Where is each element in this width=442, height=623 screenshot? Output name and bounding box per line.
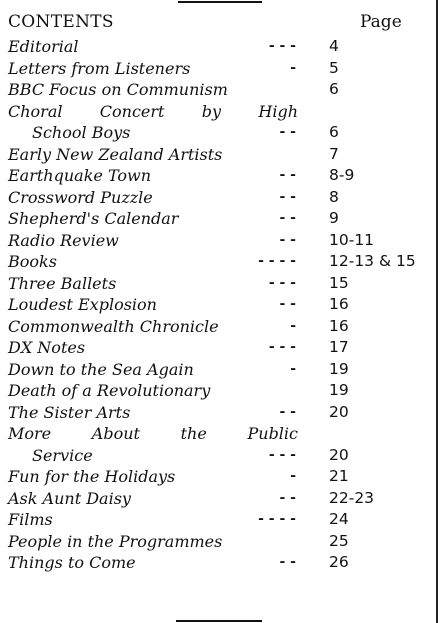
entry-leader: - - [279, 167, 296, 183]
entry-page: 17 [329, 338, 349, 356]
entry-leader: - - [279, 210, 296, 226]
entry-leader: - - - [268, 274, 296, 291]
entry-title: Early New Zealand Artists [8, 144, 223, 164]
contents-entry[interactable] [8, 230, 436, 252]
entry-leader: - [290, 468, 296, 484]
entry-leader: - - - [268, 38, 296, 54]
contents-entry[interactable] [8, 101, 436, 144]
entry-title: BBC Focus on Communism [8, 80, 228, 99]
contents-entry[interactable] [8, 273, 436, 295]
contents-entry[interactable] [8, 36, 436, 58]
contents-entry[interactable] [8, 316, 436, 338]
entry-leader [222, 531, 298, 553]
entry-page: 19 [329, 381, 349, 399]
entry-page: 21 [329, 467, 349, 485]
entry-title-line1: More About the Public [8, 424, 298, 443]
entry-page: 25 [329, 531, 349, 550]
contents-entry[interactable] [8, 488, 436, 510]
column-border [436, 0, 438, 623]
entry-title: Loudest Explosion [8, 295, 157, 314]
entry-leader [210, 380, 298, 402]
entry-title: Shepherd's Calendar [8, 209, 179, 228]
entry-page: 4 [329, 37, 339, 55]
entry-leader [228, 79, 298, 101]
entry-title: Radio Review [8, 230, 119, 250]
contents-entry[interactable] [8, 552, 436, 574]
entry-leader: - - [279, 489, 296, 506]
entry-page: 12-13 & 15 [329, 252, 416, 270]
entry-leader: - - [279, 296, 296, 312]
entry-title-line2: Service [32, 445, 93, 465]
entry-title: Three Ballets [8, 273, 117, 293]
contents-entry[interactable] [8, 58, 436, 80]
entry-leader: - [290, 360, 296, 377]
entry-page: 16 [329, 295, 349, 313]
entry-title: Books [8, 252, 57, 271]
entry-leader: - - [279, 188, 296, 205]
entry-page: 26 [329, 553, 349, 571]
entry-leader: - - - - [258, 253, 296, 269]
contents-entry[interactable] [8, 402, 436, 424]
entry-title: Things to Come [8, 553, 136, 572]
contents-entry[interactable] [8, 380, 436, 402]
entry-page: 6 [329, 80, 339, 98]
entry-page: 20 [329, 445, 349, 464]
contents-entry[interactable] [8, 423, 436, 466]
entry-page: 16 [329, 316, 349, 335]
entry-title: Films [8, 510, 53, 529]
entry-page: 8-9 [329, 166, 355, 184]
entry-title-line2: School Boys [32, 123, 131, 142]
entry-title: The Sister Arts [8, 402, 131, 422]
contents-entry[interactable] [8, 144, 436, 166]
page-column-heading: Page [360, 12, 402, 32]
contents-entry[interactable] [8, 208, 436, 230]
entry-page: 8 [329, 187, 339, 206]
entry-page: 7 [329, 144, 339, 163]
entry-leader: - - [279, 403, 296, 420]
entry-title: Fun for the Holidays [8, 467, 176, 486]
entry-page: 10-11 [329, 230, 375, 249]
contents-entry[interactable] [8, 466, 436, 488]
entry-title-line1: Choral Concert by High [8, 101, 298, 121]
contents-entry[interactable] [8, 337, 436, 359]
entry-leader: - [290, 317, 296, 334]
contents-entry[interactable] [8, 294, 436, 316]
contents-entry[interactable] [8, 509, 436, 531]
contents-list [8, 36, 436, 574]
entry-leader [222, 144, 298, 166]
entry-title: Earthquake Town [8, 166, 151, 185]
entry-page: 20 [329, 402, 349, 421]
entry-leader: - - [279, 231, 296, 248]
entry-page: 15 [329, 273, 349, 292]
entry-leader: - - - - [258, 511, 296, 527]
entry-title: Letters from Listeners [8, 58, 191, 78]
entry-title: Ask Aunt Daisy [8, 488, 131, 508]
contents-entry[interactable] [8, 187, 436, 209]
entry-page: 19 [329, 359, 349, 378]
entry-page: 22-23 [329, 488, 375, 507]
entry-title: DX Notes [8, 338, 86, 357]
entry-page: 6 [329, 123, 339, 141]
bottom-rule [176, 620, 262, 622]
contents-heading: CONTENTS [8, 12, 114, 32]
entry-page: 9 [329, 209, 339, 227]
top-rule [178, 1, 262, 3]
contents-entry[interactable] [8, 359, 436, 381]
contents-entry[interactable] [8, 165, 436, 187]
entry-leader: - [290, 59, 296, 76]
entry-title: Editorial [8, 37, 79, 56]
entry-title: Crossword Puzzle [8, 187, 153, 207]
entry-title: Death of a Revolutionary [8, 381, 211, 400]
entry-page: 5 [329, 58, 339, 77]
entry-leader: - - - [268, 339, 296, 355]
contents-entry[interactable] [8, 251, 436, 273]
contents-entry[interactable] [8, 79, 436, 101]
entry-leader: - - - [268, 446, 296, 463]
entry-title: People in the Programmes [8, 531, 223, 551]
entry-leader: - - [279, 124, 296, 140]
contents-entry[interactable] [8, 531, 436, 553]
entry-title: Commonwealth Chronicle [8, 316, 219, 336]
entry-page: 24 [329, 510, 349, 528]
entry-title: Down to the Sea Again [8, 359, 194, 379]
entry-leader: - - [279, 554, 296, 570]
contents-header [8, 12, 428, 34]
